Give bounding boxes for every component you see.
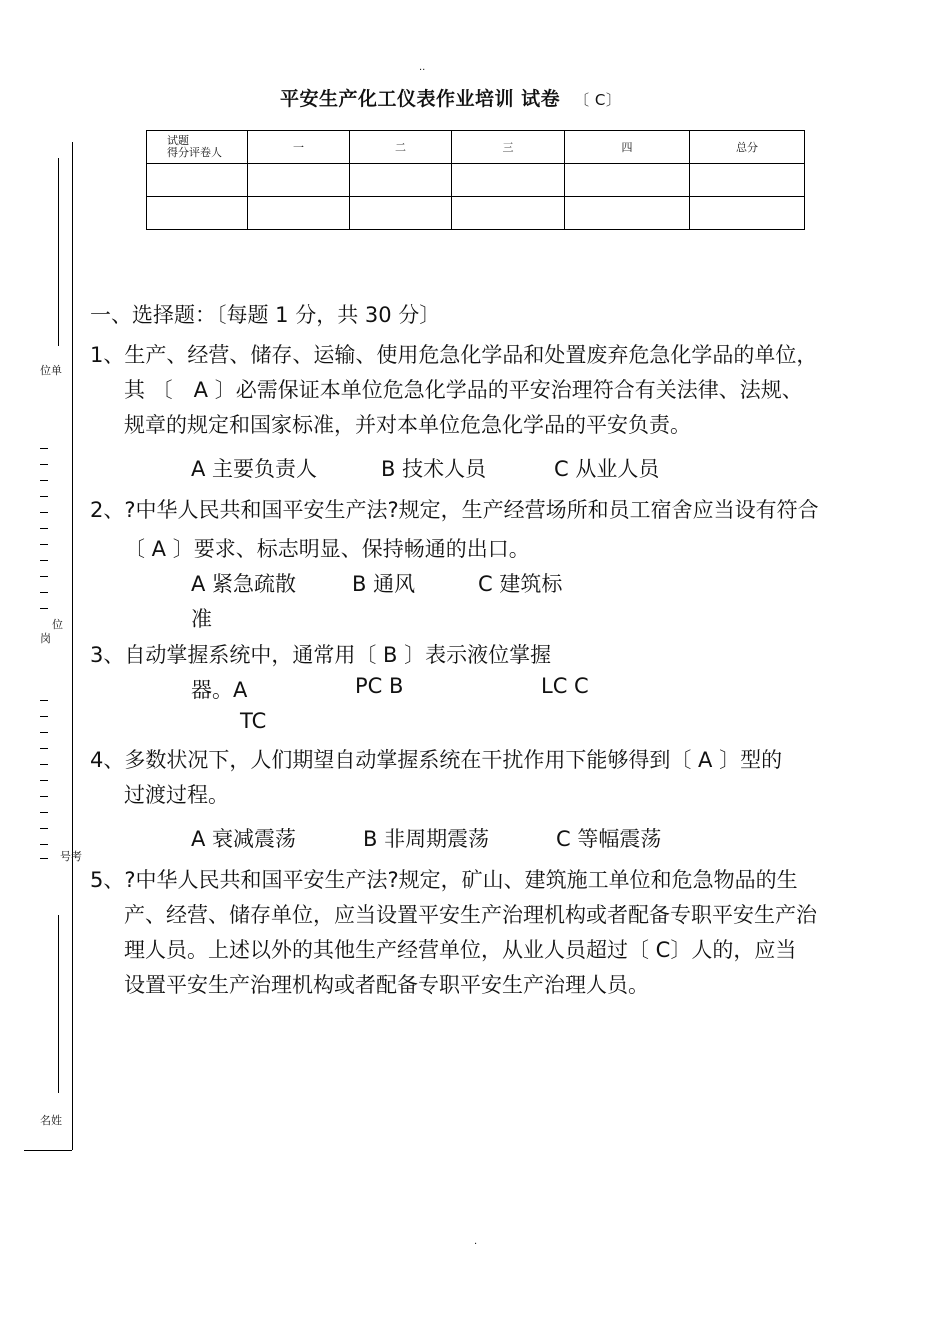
dash-mark xyxy=(40,716,48,717)
question-text: 设置平安生产治理机构或者配备专职平安生产治理人员。 xyxy=(124,973,649,997)
column-header: 二 xyxy=(350,131,452,164)
dash-mark xyxy=(40,464,48,465)
option-b: B 技术人员 xyxy=(381,457,487,481)
dash-mark xyxy=(40,844,48,845)
dash-mark xyxy=(40,528,48,529)
option-b: B 通风 xyxy=(352,572,416,596)
title-text: 平安生产化工仪表作业培训 试卷 xyxy=(280,88,561,110)
question-text: 1、生产、经营、储存、运输、使用危急化学品和处置废弃危急化学品的单位， xyxy=(90,343,818,367)
binding-bottom-rule xyxy=(24,1150,72,1151)
dash-mark xyxy=(40,576,48,577)
column-header: 总分 xyxy=(690,131,805,164)
table-cell xyxy=(452,164,565,197)
table-cell xyxy=(147,197,248,230)
section-heading: 一、选择题：〔每题 1 分，共 30 分〕 xyxy=(90,303,441,327)
dash-mark xyxy=(40,560,48,561)
option-a: A 衰减震荡 xyxy=(191,827,297,851)
question-text: 5、?中华人民共和国平安生产法?规定，矿山、建筑施工单位和危急物品的生 xyxy=(90,868,798,892)
table-cell xyxy=(350,164,452,197)
dash-mark xyxy=(40,780,48,781)
dash-mark xyxy=(40,512,48,513)
table-cell xyxy=(565,164,690,197)
table-cell xyxy=(248,197,350,230)
dash-mark xyxy=(40,732,48,733)
table-cell xyxy=(565,197,690,230)
table-cell xyxy=(452,197,565,230)
dash-mark xyxy=(40,608,48,609)
dash-mark xyxy=(40,748,48,749)
header-label-line2: 得分评卷人 xyxy=(167,146,222,159)
binding-line-upper xyxy=(58,158,59,346)
table-row xyxy=(147,131,805,164)
dash-mark xyxy=(40,858,48,859)
question-text: 过渡过程。 xyxy=(124,783,229,807)
option-c: C 从业人员 xyxy=(554,457,660,481)
table-row xyxy=(147,197,805,230)
table-cell xyxy=(690,164,805,197)
bottom-mark: . xyxy=(474,1236,478,1247)
column-header: 一 xyxy=(248,131,350,164)
option-c: C 等幅震荡 xyxy=(556,827,662,851)
question-text: 器。A xyxy=(191,678,248,702)
sidebar-post-label-1: 位 xyxy=(52,618,63,631)
option-c-continued: 准 xyxy=(191,607,212,631)
sidebar-number-label: 号考 xyxy=(60,850,82,863)
column-header: 四 xyxy=(565,131,690,164)
dash-mark xyxy=(40,828,48,829)
question-text: 其 〔 A 〕必需保证本单位危急化学品的平安治理符合有关法律、法规、 xyxy=(124,378,803,402)
dash-mark xyxy=(40,592,48,593)
dash-mark xyxy=(40,544,48,545)
option-b: B 非周期震荡 xyxy=(363,827,490,851)
question-text: 4、多数状况下，人们期望自动掌握系统在干扰作用下能够得到〔 A 〕型的 xyxy=(90,748,783,772)
sidebar-name-label: 名姓 xyxy=(40,1114,62,1127)
table-cell xyxy=(248,164,350,197)
table-cell xyxy=(350,197,452,230)
top-mark: .. xyxy=(419,62,426,73)
option-c-value: TC xyxy=(240,709,267,733)
binding-line-lower xyxy=(58,915,59,1093)
page-title xyxy=(280,84,621,111)
question-text: 〔 A 〕要求、标志明显、保持畅通的出口。 xyxy=(124,537,530,561)
dash-mark xyxy=(40,480,48,481)
option-b: PC B xyxy=(355,674,404,698)
dash-mark xyxy=(40,812,48,813)
question-text: 规章的规定和国家标准，并对本单位危急化学品的平安负责。 xyxy=(124,413,691,437)
table-cell xyxy=(147,164,248,197)
table-cell xyxy=(690,197,805,230)
question-text: 2、?中华人民共和国平安生产法?规定，生产经营场所和员工宿舍应当设有符合 xyxy=(90,498,819,522)
option-c: C 建筑标 xyxy=(478,572,563,596)
dash-mark xyxy=(40,448,48,449)
score-table xyxy=(146,130,805,230)
option-a: A 紧急疏散 xyxy=(191,572,297,596)
question-text: 理人员。上述以外的其他生产经营单位，从业人员超过〔 C〕人的，应当 xyxy=(124,938,797,962)
table-header-label xyxy=(147,131,248,164)
column-header: 三 xyxy=(452,131,565,164)
dash-mark xyxy=(40,764,48,765)
binding-margin-line xyxy=(72,142,73,1150)
question-text: 3、自动掌握系统中，通常用〔 B 〕表示液位掌握 xyxy=(90,643,552,667)
option-a: A 主要负责人 xyxy=(191,457,318,481)
question-text: 产、经营、储存单位，应当设置平安生产治理机构或者配备专职平安生产治 xyxy=(124,903,817,927)
dash-mark xyxy=(40,496,48,497)
table-row xyxy=(147,164,805,197)
sidebar-post-label-2: 岗 xyxy=(40,632,51,645)
header-label-line1: 试题 xyxy=(167,134,189,147)
dash-mark xyxy=(40,796,48,797)
option-c: LC C xyxy=(541,674,589,698)
dash-mark xyxy=(40,700,48,701)
sidebar-unit-label: 位单 xyxy=(40,364,62,377)
title-tag: 〔 C〕 xyxy=(574,91,622,109)
